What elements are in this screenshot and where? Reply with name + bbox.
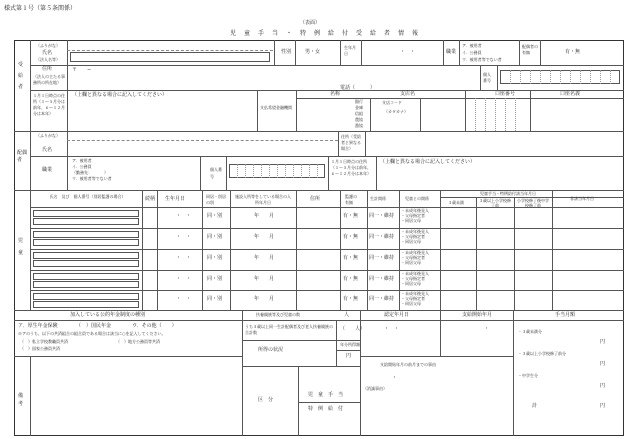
amount-head: 手当月額 [555,312,576,318]
reason-date[interactable]: ・ [392,375,398,381]
class-special-benefit[interactable]: 特 例 給 付 [308,406,344,412]
child-birth[interactable]: ・ ・ [176,213,192,219]
child-relation-3[interactable]: ・同居父母 [401,301,421,306]
spouse-jan-note: （上欄と異なる場合に記入してください） [380,159,476,165]
child-date[interactable]: 年 月 [254,296,275,302]
applicant-jan-addr-note: （上欄と異なる場合に記入してください） [72,92,168,98]
child-same[interactable]: 同・別 [207,234,223,240]
dependents-head: 扶養親族等及び児童の数 [256,312,300,317]
child-relation-3[interactable]: ・同居父母 [401,260,421,265]
child-relation-1[interactable]: ・未成年後見人 [401,229,429,234]
children-head-relation: 児童との関係 [405,196,429,201]
children-head-same: 同居・別居の別 [206,194,226,205]
child-relation-2[interactable]: ・父母指定者 [401,213,425,218]
child-personal-no-field[interactable] [33,260,139,267]
income-label: 所得の状況 [258,347,284,353]
class-child-allowance[interactable]: 児 童 手 当 [308,392,344,398]
applicant-job-a[interactable]: ア．被用者 [462,43,482,48]
children-head-c3: 小学校修了後中学校修了前 [517,198,549,208]
applicant-job-i[interactable]: イ．公務員 [462,50,482,55]
child-date[interactable]: 年 月 [254,255,275,261]
amount-middle: ・中学生分 [518,373,538,378]
child-name-field[interactable] [33,293,139,300]
spouse-job-u[interactable]: ウ．被用者等でない者 [72,176,112,181]
child-custody[interactable]: 有・無 [343,276,359,282]
pension-note: ※アのうち、以下の共済組合の組合員である場合は該当に○を記入してください。 [18,331,166,336]
child-date[interactable]: 年 月 [254,234,275,240]
bank-head-account-no: 口座番号 [495,91,516,97]
spouse-address-label: 住所（受給者と異なる場合） [341,134,361,151]
child-birth[interactable]: ・ ・ [176,255,192,261]
cert-head: 認定年月日 [384,312,410,318]
applicant-corp-label: （法人名等） [36,57,60,62]
child-custody[interactable]: 有・無 [343,213,359,219]
children-head-name: 氏名 及び 個人番号（別居監護の場合） [49,194,126,199]
bank-type-4[interactable]: 農協 [355,117,363,122]
bank-type-1[interactable]: 銀行 [355,99,363,104]
child-name-field[interactable] [33,210,139,217]
child-relation-1[interactable]: ・未成年後見人 [401,250,429,255]
children-head-birth: 生年月日 [165,196,186,202]
applicant-name-field[interactable] [70,52,270,62]
child-birth[interactable]: ・ ・ [176,296,192,302]
bank-type-5[interactable]: 漁協 [355,123,363,128]
applicant-bank-label: 支払希望金融機関 [260,105,292,110]
income-yen: 円 [346,353,352,359]
spouse-job-i[interactable]: イ．公務員 [72,164,92,169]
applicant-phone-label: 電話（ ） [340,85,376,91]
dependents-note: うち３歳以上同一生計配偶者及び老人扶養親族の合計数 [245,324,333,335]
applicant-job-label: 職業 [446,49,457,55]
bank-head-name: 名称 [330,91,341,97]
applicant-name-label: 氏名 [42,50,53,56]
dependents-count[interactable]: （ 人） [340,326,366,332]
child-name-field[interactable] [33,273,139,280]
spouse-job-a[interactable]: ア．被用者 [72,158,92,163]
bank-head-branch: 支店名 [400,91,416,97]
pension-mutual-3[interactable]: （ ）国家公務員共済 [20,346,60,351]
bank-kana-label: （カタカナ） [384,109,408,114]
applicant-address-sub: （法人の主たる事務所の所在地） [33,74,65,85]
child-livelihood[interactable]: 同一・維持 [369,255,395,261]
payment-date[interactable]: ・ [484,326,490,332]
pension-option-a[interactable]: ア．厚生年金保険 [18,323,58,329]
spouse-furigana-label: （ふりがな） [36,133,60,138]
form-side: （表面） [300,20,321,26]
children-section-label: 児 童 [18,238,29,256]
applicant-section-label: 受 給 者 [18,62,29,90]
child-same[interactable]: 同・別 [207,213,223,219]
children-head-custody: 監護の有無 [345,194,357,205]
child-same[interactable]: 同・別 [207,255,223,261]
children-head-date: 施設入所等をしている場合の入所年月日 [235,194,291,205]
children-head-c2: ３歳以上小学校修了前 [479,198,511,208]
bank-type-2[interactable]: 金庫 [355,105,363,110]
spouse-section-label: 配偶者 [17,150,28,163]
spouse-job-workplace[interactable]: （勤務先： ） [72,170,108,175]
spouse-personal-no-label: 個人番号 [210,167,222,179]
applicant-furigana-label: （ふりがな） [36,43,60,48]
child-relation-1[interactable]: ・未成年後見人 [401,291,429,296]
amount-total-yen: 円 [600,403,606,409]
applicant-job-u[interactable]: ウ．被用者等でない者 [462,57,502,62]
child-relation-1[interactable]: ・未成年後見人 [401,271,429,276]
page-title: 児 童 手 当 ・ 特 例 給 付 受 給 者 情 報 [230,30,420,37]
child-personal-no-field[interactable] [33,218,139,225]
child-relation-2[interactable]: ・父母指定者 [401,276,425,281]
children-head-c1: ３歳未満 [448,200,464,205]
pension-head: 加入している公的年金制度の種別 [70,312,146,318]
child-personal-no-field[interactable] [33,281,139,288]
child-custody[interactable]: 有・無 [343,296,359,302]
amount-preschool: ・３歳以上小学校修了前分 [518,351,566,356]
children-head-c4: 非該当年月日 [570,196,594,201]
child-relation-3[interactable]: ・同居父母 [401,281,421,286]
bank-type-3[interactable]: 信組 [355,111,363,116]
children-head-livelihood: 生計関係 [370,196,386,201]
child-birth[interactable]: ・ ・ [176,276,192,282]
child-personal-no-field[interactable] [33,301,139,308]
applicant-personal-no-label: 個人番号 [483,72,491,83]
children-head-count: 児童手当・特例給付該当年月日 [480,191,536,196]
applicant-postal-mark: 〒 − [72,67,92,73]
child-name-field[interactable] [33,252,139,259]
applicant-address-label: 住所 [42,66,53,72]
spouse-name-label: 氏名 [42,147,53,153]
income-year-label: 年分所得額 [340,342,360,347]
amount-under3-yen: 円 [600,339,606,345]
remarks-label: 備 考 [18,393,29,407]
bank-code-label: 支店コード [382,100,402,105]
cert-date[interactable]: ・ ・ [384,326,400,332]
child-date[interactable]: 年 月 [254,276,275,282]
child-relation-2[interactable]: ・父母指定者 [401,255,425,260]
spouse-jan-label: １月１日時点の住所（１〜５月分は前年、６〜１２月分は本年） [331,159,371,176]
child-relation-1[interactable]: ・未成年後見人 [401,208,429,213]
amount-middle-yen: 円 [600,383,606,389]
applicant-sex-value[interactable]: 男・女 [305,49,321,55]
applicant-spouse-label: 配偶者の有無 [522,44,538,55]
amount-preschool-yen: 円 [600,361,606,367]
spouse-job-label: 職業 [42,167,53,173]
child-livelihood[interactable]: 同一・維持 [369,296,395,302]
child-relation-2[interactable]: ・父母指定者 [401,296,425,301]
applicant-spouse-value[interactable]: 有・無 [565,49,581,55]
children-head-rel: 続柄 [145,196,156,202]
child-same[interactable]: 同・別 [207,276,223,282]
applicant-jan-addr-label: １月１日時点の住所（１〜５月分は前年、６〜１２月分は本年） [33,93,65,116]
amount-total-label: 計 [532,403,538,409]
form-number: 様式第１号（第５条関係） [4,5,77,12]
pension-mutual-2[interactable]: （ ）地方公務員等共済 [116,339,160,344]
child-livelihood[interactable]: 同一・維持 [369,234,395,240]
child-date[interactable]: 年 月 [254,213,275,219]
child-custody[interactable]: 有・無 [343,234,359,240]
child-same[interactable]: 同・別 [207,296,223,302]
child-relation-3[interactable]: ・同居父母 [401,218,421,223]
pension-mutual-1[interactable]: （ ）私立学校教職員共済 [20,339,68,344]
child-relation-3[interactable]: ・同居父母 [401,239,421,244]
amount-under3: ・３歳未満分 [518,329,542,334]
bank-head-holder: 口座名義 [560,91,581,97]
applicant-birth-value[interactable]: ・ ・ [400,49,416,55]
child-relation-2[interactable]: ・父母指定者 [401,234,425,239]
applicant-personal-no-field[interactable] [500,70,620,84]
pension-option-i[interactable]: （ ）国民年金 [76,323,112,329]
payment-head: 支給開始年月 [462,312,493,318]
children-head-addr: 住所 [310,196,321,202]
reason-note: （消滅事由） [363,386,387,391]
spouse-personal-no-field[interactable] [229,164,325,178]
child-livelihood[interactable]: 同一・維持 [369,213,395,219]
child-birth[interactable]: ・ ・ [176,234,192,240]
class-label: 区 分 [258,397,274,403]
applicant-sex-label: 性別 [281,49,292,55]
applicant-birth-label: 生年月日 [344,45,356,56]
child-personal-no-field[interactable] [33,239,139,246]
pension-option-u[interactable]: ウ．その他（ ） [132,323,177,329]
reason-head: 支給開始年月の前月までの事由 [380,362,436,367]
dependents-unit: 人 [344,312,350,318]
child-name-field[interactable] [33,231,139,238]
child-livelihood[interactable]: 同一・維持 [369,276,395,282]
child-custody[interactable]: 有・無 [343,255,359,261]
